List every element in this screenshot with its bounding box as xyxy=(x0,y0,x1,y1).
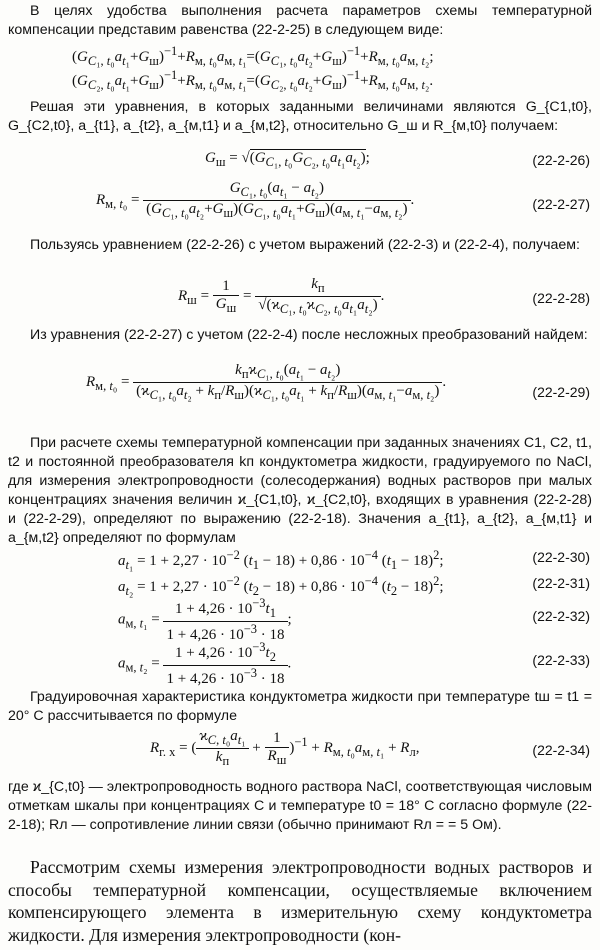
equation-number-34: (22-2-34) xyxy=(532,742,590,758)
equation-number-28: (22-2-28) xyxy=(532,290,590,306)
equation-22-2-30: $a_{t_1} = 1 + 2,27 \cdot 10^{-2}$ $(t_1 - 18) + 0,86 \cdot 10^{-4}$ $(t_1 - 18)^2$; (22-2-30) xyxy=(118,548,590,572)
paragraph-schemes: Рассмотрим схемы измерения электропроводности водных растворов и способы температурной компенсации, осуществляемые включением компенсирующего элемента в измерительную схему кондуктометра жидкости. Для измерения электропроводности (кон- xyxy=(8,857,592,945)
equation-number-26: (22-2-26) xyxy=(532,152,590,168)
paragraph-solving: Решая эти уравнения, в которых заданными величинами являются G_{C1,t0}, G_{C2,t0}, a_{t1}, a_{t2}, a_{м,t1} и a_{м,t2}, относительно G_ш и R_{м,t0} получаем: xyxy=(8,99,592,134)
equation-22-2-31: $a_{t_2} = 1 + 2,27 \cdot 10^{-2}$ $(t_2 - 18) + 0,86 \cdot 10^{-4}$ $(t_2 - 18)^2$; (22-2-31) xyxy=(118,574,590,598)
paragraph-using-26: Пользуясь уравнением (22-2-26) с учетом выражений (22-2-3) и (22-2-4), получаем: xyxy=(30,237,580,253)
equation-number-33: (22-2-33) xyxy=(532,652,590,668)
equation-22-2-26: $G_ш = √(G_{C_1, t_0}G_{C_2, t_0}a_{t_1}a_{t_2})$; (22-2-26) xyxy=(205,150,590,169)
equation-22-2-32: $a_{м, t_1}$ = $\frac{1 + 4,26 \cdot 10^{-3}t_1}{1 + 4,26 \cdot 10^{-3} \cdot 18}$ ; (22-2-32) xyxy=(118,596,590,643)
equation-22-2-25-first: $(G_{C_1, t_0}a_{t_1}+G_ш)^{-1}+R_{м, t_0}a_{м, t_1}=(G_{C_1, t_0}a_{t_2}+G_ш)^{-1}+R_{м, t_0}a_{м, t_2}$; xyxy=(72,44,434,68)
paragraph-calculation: При расчете схемы температурной компенсации при заданных значениях C1, C2, t1, t2 и постоянной преобразователя kп кондуктометра жидкости, градуируемого по NaCl, для измерения электропроводности (солесодержания) водных растворов при малых концентрациях значения величин ϰ_{C1,t0}, ϰ_{C2,t0}, входящих в уравнения (22-2-28) и (22-2-29), определяют по выражению (22-2-18). Значения a_{t1}, a_{t2}, a_{м,t1} и a_{м,t2} определяют по формулам xyxy=(8,435,592,546)
equation-number-29: (22-2-29) xyxy=(532,384,590,400)
paragraph-graduation: Градуировочная характеристика кондуктометра жидкости при температуре tш = t1 = 20° C рассчитывается по формуле xyxy=(8,689,592,724)
equation-number-31: (22-2-31) xyxy=(532,575,590,591)
equation-22-2-34: $R_{г. х}$ = ( $\frac{ϰ_{C, t_0}a_{t_1}}{k_п}$ + $\frac{1}{R_ш}$ )$^{-1} + R_{м, t_0}a_{м, t_1} + R_л$, (22-2-34) xyxy=(150,728,590,768)
equation-22-2-27: $R_{м, t_0}$ = $\frac{G_{C_1, t_0}(a_{t_1} - a_{t_2})}{(G_{C_1, t_0}a_{t_2}+G_ш)(G_{C_1, t_0}a_{t_1}+G_ш)(a_{м, t_1}-a_{м, t_2})}$ . (22-2-27) xyxy=(96,180,590,220)
paragraph-from-27: Из уравнения (22-2-27) с учетом (22-2-4) после несложных преобразований найдем: xyxy=(30,327,588,343)
paragraph-intro: В целях удобства выполнения расчета параметров схемы температурной компенсации представим равенства (22-2-25) в следующем виде: xyxy=(8,3,592,38)
equation-number-32: (22-2-32) xyxy=(532,608,590,624)
equation-22-2-29: $R_{м, t_0}$ = $\frac{k_пϰ_{C_1, t_0}(a_{t_1} - a_{t_2})}{(ϰ_{C_1, t_0}a_{t_2} + k_п/R_ш)(ϰ_{C_1, t_0}a_{t_1} + k_п/R_ш)(a_{м, t_1}-a_{м, t_2})}$ . (22-2-29) xyxy=(86,362,590,402)
equation-number-30: (22-2-30) xyxy=(532,549,590,565)
equation-number-27: (22-2-27) xyxy=(532,196,590,212)
equation-22-2-33: $a_{м, t_2}$ = $\frac{1 + 4,26 \cdot 10^{-3}t_2}{1 + 4,26 \cdot 10^{-3} \cdot 18}$ . (22-2-33) xyxy=(118,640,590,687)
equation-22-2-25-second: $(G_{C_2, t_0}a_{t_1}+G_ш)^{-1}+R_{м, t_0}a_{м, t_1}=(G_{C_2, t_0}a_{t_2}+G_ш)^{-1}+R_{м, t_0}a_{м, t_2}$. xyxy=(72,68,434,92)
equation-22-2-28: $R_ш$ = $\frac{1}{G_ш}$ = $\frac{k_п}{√(ϰ_{C_1, t_0}ϰ_{C_2, t_0}a_{t_1}a_{t_2})}$ . (22-2-28) xyxy=(178,276,590,316)
paragraph-where: где ϰ_{C,t0} — электропроводность водного раствора NaCl, соответствующая числовым отметкам шкалы при концентрациях C и температуре t0 = 18° C согласно формуле (22-2-18); Rл — сопротивление линии связи (обычно принимают Rл = = 5 Ом). xyxy=(8,779,592,833)
